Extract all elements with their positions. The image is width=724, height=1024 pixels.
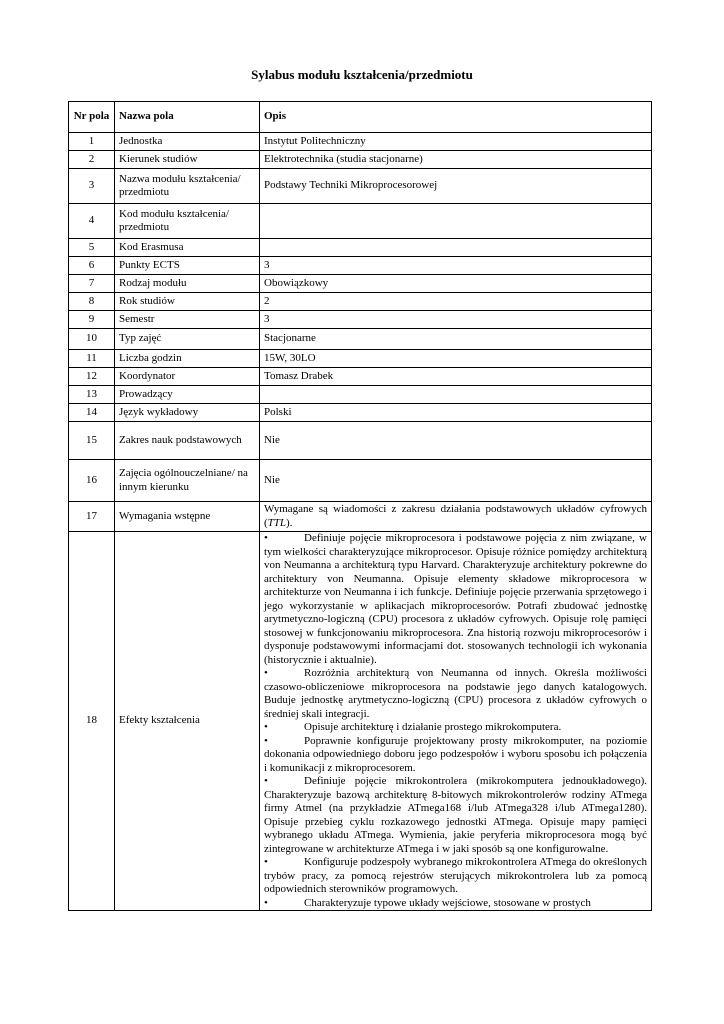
bullet-icon: •	[264, 734, 268, 747]
row-name: Typ zajęć	[115, 329, 260, 350]
effect-text: Rozróżnia architekturą von Neumanna od innych. Określa możliwości czasowo-obliczeniowe mikroprocesora na podstawie jego danych katalogowych. Buduje jednostkę arytmetyczno-logiczną (CPU) procesora z układów cyfrowych o średniej skali integracji.	[264, 667, 647, 720]
row-desc: Tomasz Drabek	[260, 368, 652, 386]
row-name: Semestr	[115, 311, 260, 329]
row-desc	[260, 204, 652, 239]
table-row	[69, 204, 652, 239]
row-name: Koordynator	[115, 368, 260, 386]
requirements-text-end: ).	[286, 516, 293, 529]
bullet-icon: •	[264, 896, 268, 909]
row-name: Rok studiów	[115, 293, 260, 311]
header-name: Nazwa pola	[115, 102, 260, 133]
header-desc: Opis	[260, 102, 652, 133]
row-name: Rodzaj modułu	[115, 275, 260, 293]
row-nr: 6	[69, 257, 115, 275]
document-title: Sylabus modułu kształcenia/przedmiotu	[251, 67, 473, 82]
row-nr: 3	[69, 169, 115, 204]
table-row	[69, 275, 652, 293]
effect-text: Poprawnie konfiguruje projektowany prosty mikrokomputer, na poziomie dokonania odpowiedniego doboru jego podzespołów i wyboru sposobu ich połączenia i komunikacji z mikroprocesorem.	[264, 734, 647, 774]
effect-text: Definiuje pojęcie mikrokontrolera (mikrokomputera jednoukładowego). Charakteryzuje bazową architekturę 8-bitowych mikrokontrolerów rodziny ATmega firmy Atmel (na przykładzie ATmega168 i/lub ATmega328 i/lub ATmega1280). Opisuje przebieg cyklu rozkazowego jednostki ATmega. Opisuje mapy pamięci wybranego układu ATmega. Wymienia, jakie peryferia mikroprocesora mogą być zintegrowane w architekturze ATmega i w jaki sposób są one konfigurowalne.	[264, 775, 647, 855]
row-name: Kierunek studiów	[115, 151, 260, 169]
effect-text: Charakteryzuje typowe układy wejściowe, stosowane w prostych	[304, 896, 591, 909]
table-row	[69, 368, 652, 386]
table-row	[69, 133, 652, 151]
row-name: Punkty ECTS	[115, 257, 260, 275]
row-name: Prowadzący	[115, 386, 260, 404]
row-desc: 2	[260, 293, 652, 311]
bullet-icon: •	[264, 532, 268, 544]
row-nr: 7	[69, 275, 115, 293]
row-desc	[260, 386, 652, 404]
table-row	[69, 460, 652, 502]
effect-item	[264, 532, 647, 667]
table-header-row	[69, 102, 652, 133]
row-nr: 1	[69, 133, 115, 151]
row-desc: Nie	[260, 460, 652, 502]
row-name: Kod modułu kształcenia/ przedmiotu	[115, 204, 260, 239]
effect-item	[264, 667, 647, 721]
effect-item	[264, 897, 647, 911]
row-desc	[260, 502, 652, 532]
effects-list	[260, 532, 652, 911]
row-desc: 15W, 30LO	[260, 350, 652, 368]
row-nr: 5	[69, 239, 115, 257]
row-desc: Instytut Politechniczny	[260, 133, 652, 151]
row-nr: 2	[69, 151, 115, 169]
effect-item	[264, 721, 647, 735]
row-desc: Polski	[260, 404, 652, 422]
row-name: Język wykładowy	[115, 404, 260, 422]
table-row	[69, 239, 652, 257]
effect-text: Konfiguruje podzespoły wybranego mikrokontrolera ATmega do określonych trybów pracy, za pomocą rejestrów sterujących mikrokontrolera lub za pomocą odpowiednich sterowników programowych.	[264, 856, 647, 895]
row-name: Zajęcia ogólnouczelniane/ na innym kierunku	[115, 460, 260, 502]
row-desc: 3	[260, 311, 652, 329]
table-row	[69, 311, 652, 329]
row-name: Zakres nauk podstawowych	[115, 422, 260, 460]
row-desc: Podstawy Techniki Mikroprocesorowej	[260, 169, 652, 204]
effect-text: Opisuje architekturę i działanie prostego mikrokomputera.	[304, 721, 562, 733]
requirements-text: Wymagane są wiadomości z zakresu działania podstawowych układów cyfrowych (	[264, 503, 647, 529]
effect-item	[264, 856, 647, 897]
effect-text: Definiuje pojęcie mikroprocesora i podstawowe pojęcia z nim związane, w tym wielkości charakteryzujące mikroprocesor. Opisuje różnice pomiędzy architekturą von Neumanna a architekturą typu Harvard. Charakteryzuje architektury pokrewne do architektury von Neumanna. Opisuje elementy składowe mikroprocesora w architekturze von Neumanna i ich funkcje. Definiuje pojęcie przerwania sprzętowego i jego wykorzystanie w aplikacjach mikroprocesorów. Potrafi zbudować jednostkę arytmetyczno-logiczną (CPU) procesora z układów cyfrowych. Opisuje rolę pamięci stosowej w funkcjonowaniu mikroprocesora. Zna historią rozwoju mikroprocesorów i dysponuje podstawowymi informacjami dot. stosowanych technologii ich wykonania (historycznie i aktualnie).	[264, 532, 647, 666]
row-desc: 3	[260, 257, 652, 275]
row-nr: 14	[69, 404, 115, 422]
row-desc: Stacjonarne	[260, 329, 652, 350]
bullet-icon: •	[264, 856, 268, 868]
bullet-icon: •	[264, 721, 268, 733]
row-desc: Nie	[260, 422, 652, 460]
table-row	[69, 151, 652, 169]
table-row	[69, 329, 652, 350]
table-row	[69, 404, 652, 422]
bullet-icon: •	[264, 775, 268, 787]
row-nr: 11	[69, 350, 115, 368]
row-name: Jednostka	[115, 133, 260, 151]
row-nr: 16	[69, 460, 115, 502]
bullet-icon: •	[264, 667, 268, 679]
row-desc	[260, 239, 652, 257]
effect-item	[264, 775, 647, 856]
table-row	[69, 169, 652, 204]
row-name: Wymagania wstępne	[115, 502, 260, 532]
row-nr: 10	[69, 329, 115, 350]
row-nr: 8	[69, 293, 115, 311]
row-nr: 12	[69, 368, 115, 386]
row-desc: Obowiązkowy	[260, 275, 652, 293]
table-row	[69, 257, 652, 275]
table-row	[69, 502, 652, 532]
row-nr: 18	[69, 532, 115, 911]
table-row-effects	[69, 532, 652, 911]
row-nr: 4	[69, 204, 115, 239]
table-row	[69, 422, 652, 460]
table-row	[69, 386, 652, 404]
table-row	[69, 293, 652, 311]
row-nr: 13	[69, 386, 115, 404]
row-nr: 17	[69, 502, 115, 532]
row-name: Kod Erasmusa	[115, 239, 260, 257]
row-nr: 15	[69, 422, 115, 460]
table-row	[69, 350, 652, 368]
syllabus-table	[68, 101, 652, 911]
row-name: Nazwa modułu kształcenia/ przedmiotu	[115, 169, 260, 204]
header-nr: Nr pola	[69, 102, 115, 133]
row-nr: 9	[69, 311, 115, 329]
effect-item	[264, 735, 647, 776]
row-name: Liczba godzin	[115, 350, 260, 368]
row-desc: Elektrotechnika (studia stacjonarne)	[260, 151, 652, 169]
requirements-emphasis: TTL	[267, 516, 287, 529]
row-name: Efekty kształcenia	[115, 532, 260, 911]
